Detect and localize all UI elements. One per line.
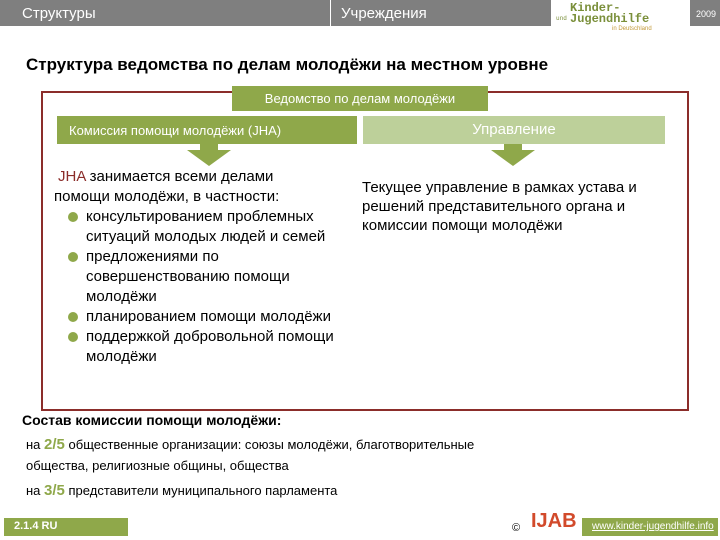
bullet-icon bbox=[68, 312, 78, 322]
logo-line2: Jugendhilfe bbox=[570, 12, 650, 26]
fraction-two-fifths: 2/5 bbox=[44, 436, 65, 453]
slide-code: 2.1.4 RU bbox=[14, 520, 58, 532]
commission-box bbox=[57, 116, 357, 144]
list-item bbox=[68, 207, 344, 247]
composition-line2-rest: представители муниципального парламента bbox=[64, 483, 338, 498]
list-item bbox=[68, 327, 344, 367]
arrow-down-right-icon bbox=[491, 150, 535, 166]
composition-na1: на bbox=[26, 437, 41, 452]
composition-na2: на bbox=[26, 483, 41, 498]
fraction-three-fifths: 3/5 bbox=[44, 482, 65, 499]
intro-line2: помощи молодёжи, в частности: bbox=[54, 188, 280, 205]
list-item-text: предложениями по совершенствованию помощи молодёжи bbox=[86, 248, 290, 305]
commission-label: Комиссия помощи молодёжи (JHA) bbox=[69, 123, 282, 138]
composition-title: Состав комиссии помощи молодёжи: bbox=[22, 412, 282, 428]
jha-abbr: JHA bbox=[58, 168, 86, 185]
tab-institutions-label: Учреждения bbox=[341, 5, 427, 22]
page-title: Структура ведомства по делам молодёжи на местном уровне bbox=[26, 55, 549, 74]
intro-line1-rest: занимается всеми делами bbox=[85, 168, 274, 185]
composition-line2 bbox=[26, 482, 337, 499]
administration-label: Управление bbox=[472, 121, 556, 138]
arrow-down-left-icon bbox=[187, 150, 231, 166]
list-item-text: консультированием проблемных ситуаций молодых людей и семей bbox=[86, 208, 326, 245]
logo-und: und bbox=[556, 15, 567, 22]
logo-line3: in Deutschland bbox=[612, 26, 652, 32]
composition-line1-cont: общества, религиозные общины, общества bbox=[26, 458, 289, 473]
department-label: Ведомство по делам молодёжи bbox=[264, 91, 456, 106]
copyright-icon: © bbox=[512, 522, 521, 534]
administration-box bbox=[363, 116, 665, 144]
list-item bbox=[68, 307, 344, 327]
list-item-text: планированием помощи молодёжи bbox=[86, 308, 331, 325]
tab-structures[interactable] bbox=[0, 0, 330, 26]
tab-institutions[interactable] bbox=[331, 0, 551, 26]
website-link-badge[interactable] bbox=[582, 518, 718, 536]
kinder-jugendhilfe-logo bbox=[556, 0, 690, 34]
composition-line1 bbox=[26, 436, 474, 453]
list-item bbox=[68, 247, 344, 307]
list-item-text: поддержкой добровольной помощи молодёжи bbox=[86, 328, 334, 365]
department-box bbox=[232, 86, 488, 111]
commission-description bbox=[54, 167, 344, 367]
bullet-icon bbox=[68, 212, 78, 222]
bullet-icon bbox=[68, 332, 78, 342]
administration-description: Текущее управление в рамках устава и решений представительного органа и комиссии помощи молодёжи bbox=[362, 179, 637, 234]
ijab-logo: IJAB bbox=[531, 510, 577, 532]
intro-line1 bbox=[54, 167, 344, 187]
year-label: 2009 bbox=[695, 9, 716, 19]
slide-code-badge bbox=[4, 518, 128, 536]
composition-line1-rest: общественные организации: союзы молодёжи, благотворительные bbox=[64, 437, 475, 452]
logo-line1: Kinder- bbox=[570, 1, 621, 15]
tab-structures-label: Структуры bbox=[22, 5, 96, 22]
bullet-icon bbox=[68, 252, 78, 262]
website-link[interactable]: www.kinder-jugendhilfe.info bbox=[592, 521, 714, 532]
year-segment bbox=[690, 0, 720, 26]
